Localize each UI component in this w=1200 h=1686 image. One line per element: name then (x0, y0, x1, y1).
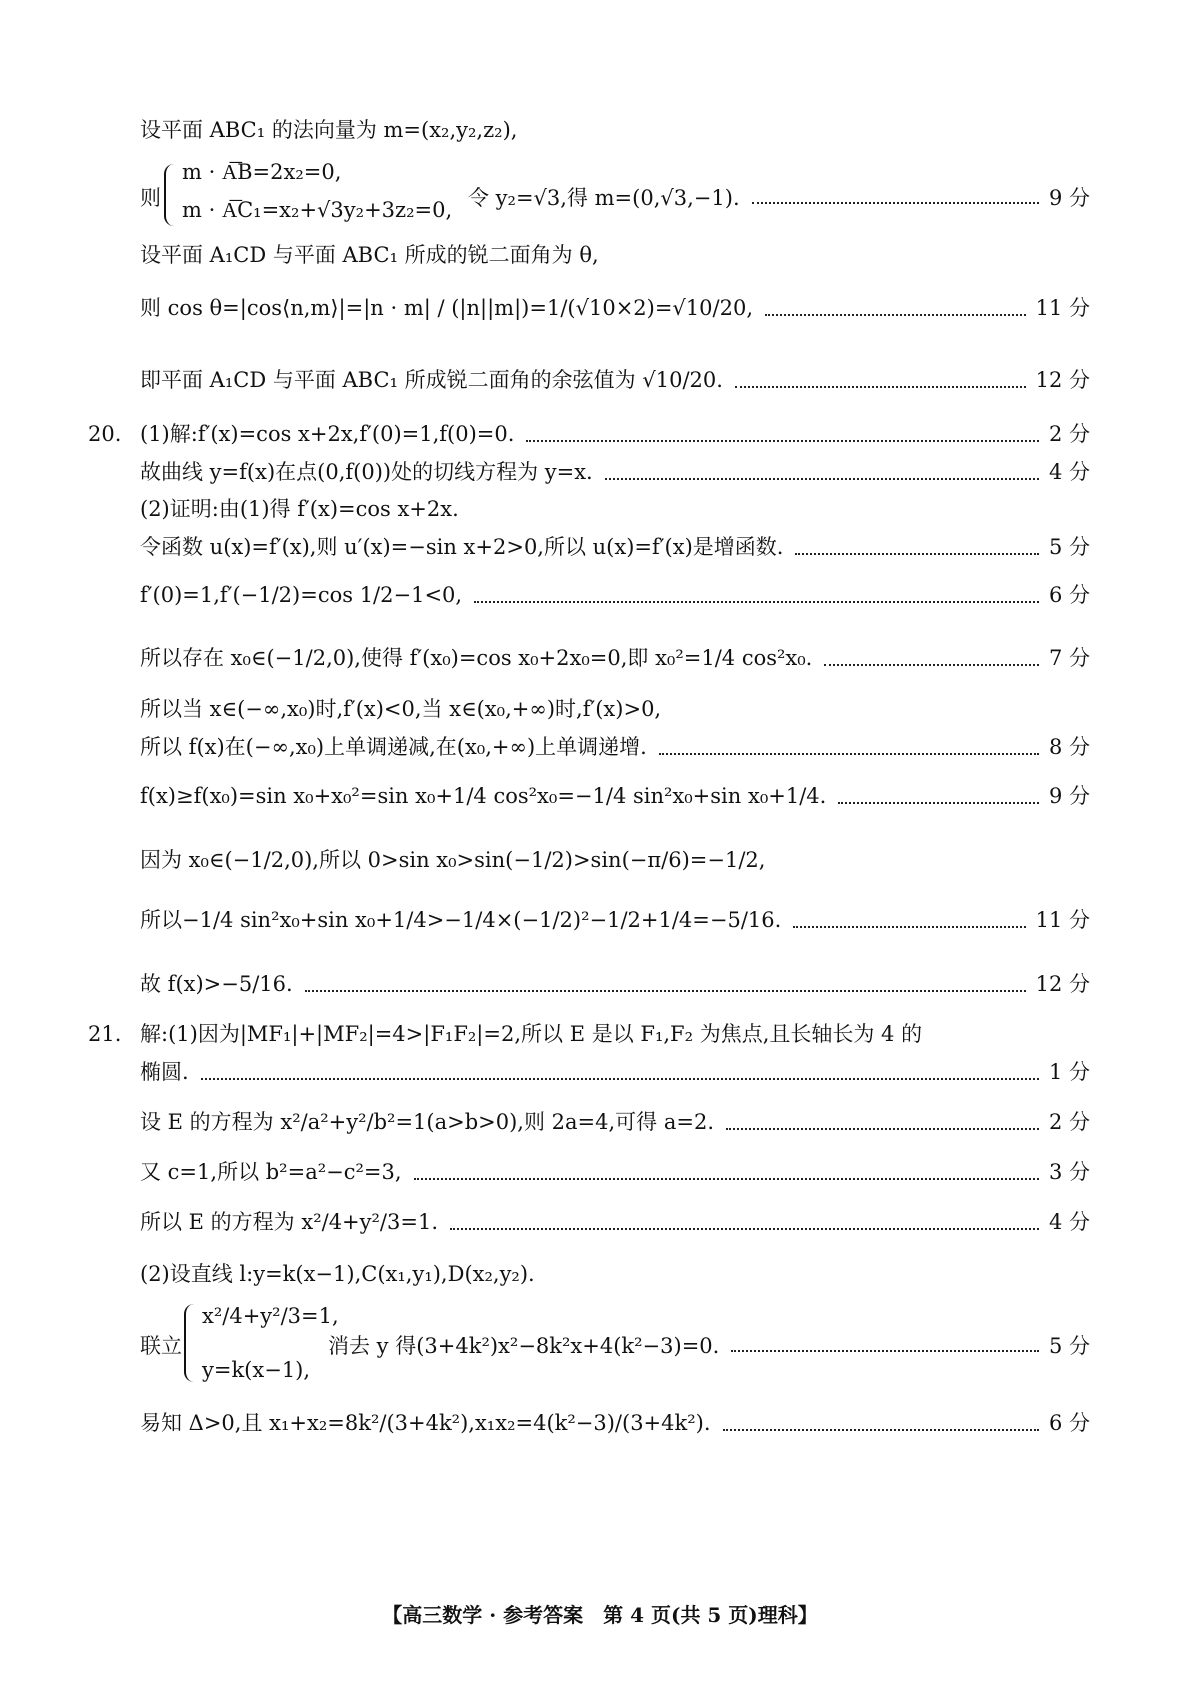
leader-dots (474, 601, 1039, 603)
text-line: 故 f(x)>−5/16. 12 分 (140, 972, 1090, 996)
text-line: (2)证明:由(1)得 f′(x)=cos x+2x. (140, 497, 459, 521)
text-line: 设平面 ABC₁ 的法向量为 m=(x₂,y₂,z₂), (140, 118, 518, 142)
leader-dots (659, 753, 1039, 755)
leader-dots (793, 926, 1025, 928)
leader-dots (305, 990, 1026, 992)
text-line: 设平面 A₁CD 与平面 ABC₁ 所成的锐二面角为 θ, (140, 243, 599, 267)
text-line: f′(0)=1,f′(−1/2)=cos 1/2−1<0, 6 分 (140, 583, 1090, 607)
score: 5 分 (1048, 1334, 1090, 1358)
text-line: 易知 Δ>0,且 x₁+x₂=8k²/(3+4k²),x₁x₂=4(k²−3)/(3+4k²). 6 分 (140, 1411, 1090, 1435)
text-line: 令函数 u(x)=f′(x),则 u′(x)=−sin x+2>0,所以 u(x)=f′(x)是增函数. 5 分 (140, 535, 1090, 559)
leader-dots (450, 1228, 1039, 1230)
text-line: 所以存在 x₀∈(−1/2,0),使得 f′(x₀)=cos x₀+2x₀=0,即 x₀²=1/4 cos²x₀. 7 分 (140, 646, 1090, 670)
leader-dots (735, 386, 1026, 388)
score: 11 分 (1035, 296, 1090, 320)
leader-dots (723, 1429, 1039, 1431)
score: 2 分 (1048, 422, 1090, 446)
text-line: 故曲线 y=f(x)在点(0,f(0))处的切线方程为 y=x. 4 分 (140, 460, 1090, 484)
text-line: 所以 f(x)在(−∞,x₀)上单调递减,在(x₀,+∞)上单调递增. 8 分 (140, 735, 1090, 759)
text-line: 即平面 A₁CD 与平面 ABC₁ 所成锐二面角的余弦值为 √10/20. 12 分 (140, 368, 1090, 392)
score: 4 分 (1048, 1210, 1090, 1234)
score: 4 分 (1048, 460, 1090, 484)
leader-dots (605, 478, 1039, 480)
equation-system-1: 则 m · A͞B=2x₂=0, m · A͞C₁=x₂+√3y₂+3z₂=0, 令 y₂=√3,得 m=(0,√3,−1). 9 分 (140, 160, 1090, 230)
score: 6 分 (1048, 583, 1090, 607)
question-20: 20. (1)解:f′(x)=cos x+2x,f′(0)=1,f(0)=0. 2 分 (88, 422, 1090, 446)
brace (164, 164, 182, 226)
score: 8 分 (1048, 735, 1090, 759)
score: 6 分 (1048, 1411, 1090, 1435)
text-line: 则 cos θ=|cos⟨n,m⟩|=|n · m| / (|n||m|)=1/(√10×2)=√10/20, 11 分 (140, 296, 1090, 320)
leader-dots (414, 1178, 1039, 1180)
score: 9 分 (1048, 186, 1090, 210)
text-line: 所以−1/4 sin²x₀+sin x₀+1/4>−1/4×(−1/2)²−1/2+1/4=−5/16. 11 分 (140, 908, 1090, 932)
text-line: 所以当 x∈(−∞,x₀)时,f′(x)<0,当 x∈(x₀,+∞)时,f′(x)>0, (140, 697, 662, 721)
leader-dots (752, 202, 1039, 204)
score: 3 分 (1048, 1160, 1090, 1184)
score: 11 分 (1035, 908, 1090, 932)
text-line: 设 E 的方程为 x²/a²+y²/b²=1(a>b>0),则 2a=4,可得 a=2. 2 分 (140, 1110, 1090, 1134)
leader-dots (726, 1128, 1039, 1130)
score: 2 分 (1048, 1110, 1090, 1134)
brace (184, 1304, 202, 1382)
text-line: 又 c=1,所以 b²=a²−c²=3, 3 分 (140, 1160, 1090, 1184)
leader-dots (838, 802, 1039, 804)
equation-system-2: 联立 x²/4+y²/3=1, y=k(x−1), 消去 y 得(3+4k²)x²−8k²x+4(k²−3)=0. 5 分 (140, 1304, 1090, 1382)
question-21: 21. 解:(1)因为|MF₁|+|MF₂|=4>|F₁F₂|=2,所以 E 是以 F₁,F₂ 为焦点,且长轴长为 4 的 (88, 1022, 923, 1046)
page-footer: 【高三数学 · 参考答案 第 4 页(共 5 页)理科】 (382, 1603, 818, 1627)
text-line: 因为 x₀∈(−1/2,0),所以 0>sin x₀>sin(−1/2)>sin(−π/6)=−1/2, (140, 848, 766, 872)
score: 1 分 (1048, 1060, 1090, 1084)
leader-dots (526, 440, 1039, 442)
text-line: f(x)≥f(x₀)=sin x₀+x₀²=sin x₀+1/4 cos²x₀=−1/4 sin²x₀+sin x₀+1/4. 9 分 (140, 784, 1090, 808)
score: 7 分 (1048, 646, 1090, 670)
text-line: 所以 E 的方程为 x²/4+y²/3=1. 4 分 (140, 1210, 1090, 1234)
leader-dots (795, 553, 1039, 555)
text-line: 椭圆. 1 分 (140, 1060, 1090, 1084)
leader-dots (201, 1078, 1039, 1080)
leader-dots (824, 664, 1039, 666)
leader-dots (731, 1350, 1039, 1352)
score: 9 分 (1048, 784, 1090, 808)
score: 12 分 (1035, 368, 1090, 392)
score: 12 分 (1035, 972, 1090, 996)
leader-dots (765, 314, 1026, 316)
text-line: (2)设直线 l:y=k(x−1),C(x₁,y₁),D(x₂,y₂). (140, 1262, 535, 1286)
score: 5 分 (1048, 535, 1090, 559)
